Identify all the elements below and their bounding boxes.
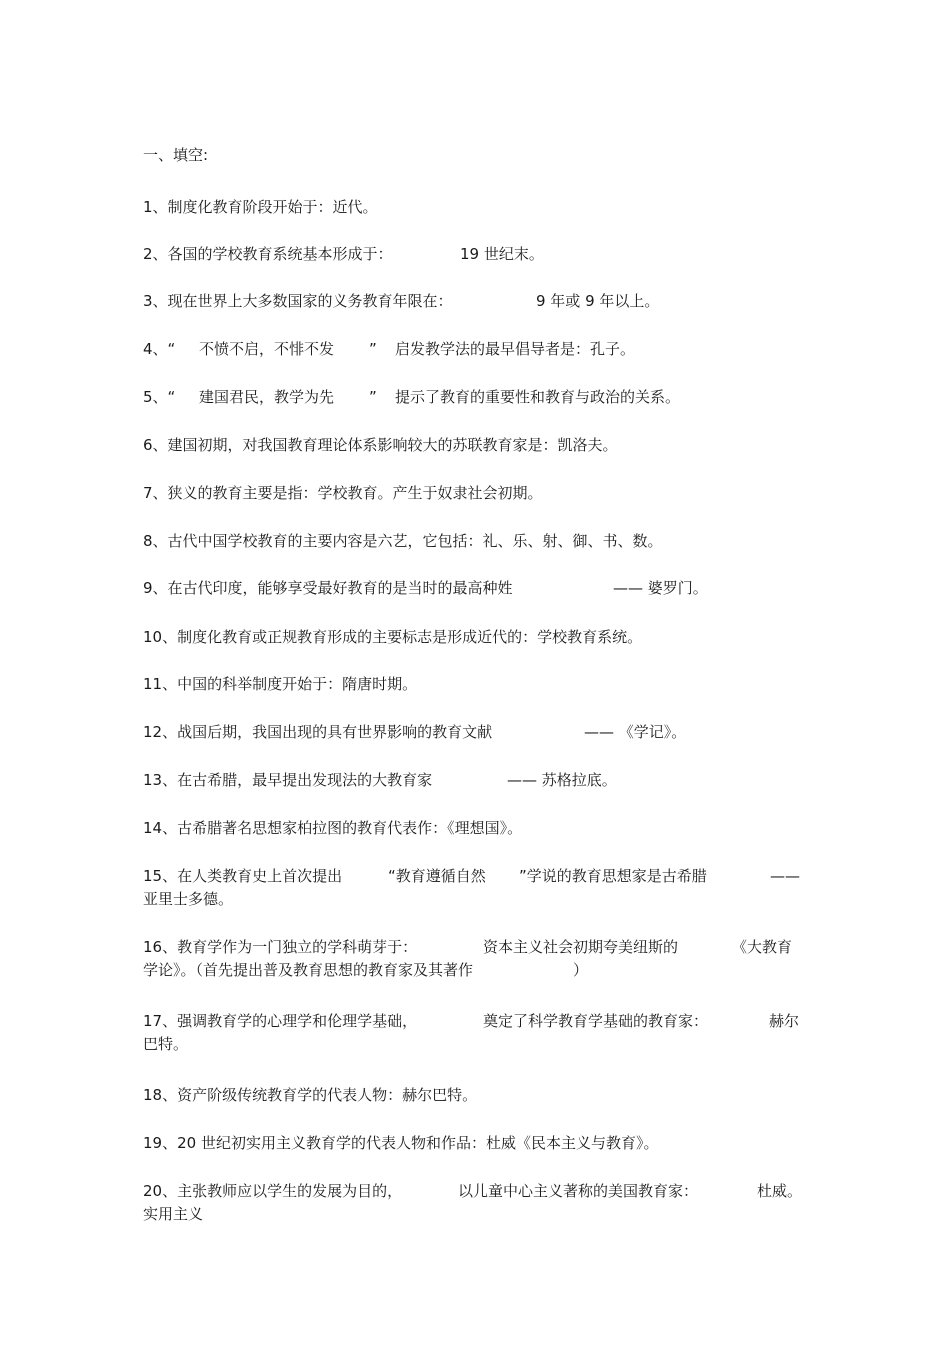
item-19-text: 19、20 世纪初实用主义教育学的代表人物和作品：杜威《民本主义与教育》。 xyxy=(143,1134,659,1152)
item-16-answer: 资本主义社会初期夸美纽斯的 xyxy=(483,938,679,956)
item-19 xyxy=(143,1133,658,1153)
item-15-row2 xyxy=(143,889,843,909)
item-17-row1 xyxy=(143,1011,843,1031)
item-7 xyxy=(143,483,543,503)
item-15-dash: —— xyxy=(770,867,800,885)
item-11 xyxy=(143,674,417,694)
item-5-close-quote: ” xyxy=(369,388,377,406)
item-3-row xyxy=(143,291,843,311)
item-7-text: 7、狭义的教育主要是指：学校教育。产生于奴隶社会初期。 xyxy=(143,484,543,502)
item-13 xyxy=(143,770,843,790)
item-12-answer: —— 《学记》。 xyxy=(584,723,687,741)
item-20 xyxy=(143,1181,843,1224)
item-3-answer: 9 年或 9 年以上。 xyxy=(536,292,660,310)
item-17-question: 17、强调教育学的心理学和伦理学基础， xyxy=(143,1012,418,1030)
item-20-answer: 杜威。 xyxy=(757,1182,803,1200)
item-16-book-cont: 学论》。（首先提出普及教育思想的教育家及其著作 xyxy=(143,961,474,979)
item-13-answer: —— 苏格拉底。 xyxy=(507,771,617,789)
item-8-text: 8、古代中国学校教育的主要内容是六艺，它包括：礼、乐、射、御、书、数。 xyxy=(143,532,663,550)
item-17-answer: 赫尔 xyxy=(769,1012,800,1030)
item-9-answer: —— 婆罗门。 xyxy=(613,579,708,597)
item-13-question: 13、在古希腊，最早提出发现法的大教育家 xyxy=(143,771,433,789)
item-10 xyxy=(143,627,642,647)
item-15-row1 xyxy=(143,866,843,886)
item-12-row xyxy=(143,722,843,742)
item-4-close-quote: ” xyxy=(369,340,377,358)
item-6 xyxy=(143,435,618,455)
item-17-question-cont: 奠定了科学教育学基础的教育家： xyxy=(483,1012,709,1030)
item-15-answer: 亚里士多德。 xyxy=(143,890,234,908)
item-12-question: 12、战国后期，我国出现的具有世界影响的教育文献 xyxy=(143,723,493,741)
item-16-row1 xyxy=(143,937,843,957)
item-17-answer-cont: 巴特。 xyxy=(143,1035,189,1053)
item-4-number: 4、“ xyxy=(143,340,176,358)
item-14-text: 14、古希腊著名思想家柏拉图的教育代表作：《理想国》。 xyxy=(143,819,523,837)
item-15-quote: “教育遵循自然 xyxy=(388,867,486,885)
item-20-question-cont: 以儿童中心主义著称的美国教育家： xyxy=(458,1182,699,1200)
item-4-row xyxy=(143,339,843,359)
item-20-question: 20、主张教师应以学生的发展为目的， xyxy=(143,1182,403,1200)
item-12 xyxy=(143,722,843,742)
item-3-question: 3、现在世界上大多数国家的义务教育年限在： xyxy=(143,292,453,310)
item-17-row2 xyxy=(143,1034,843,1054)
item-16-row2 xyxy=(143,960,843,980)
item-5-quote: 建国君民，教学为先 xyxy=(199,388,335,406)
item-10-text: 10、制度化教育或正规教育形成的主要标志是形成近代的：学校教育系统。 xyxy=(143,628,643,646)
heading-text: 一、填空: xyxy=(143,146,209,164)
item-2-answer: 19 世纪末。 xyxy=(460,245,544,263)
item-18-text: 18、资产阶级传统教育学的代表人物：赫尔巴特。 xyxy=(143,1086,478,1104)
item-16-book: 《大教育 xyxy=(732,938,793,956)
item-9 xyxy=(143,578,843,598)
item-5-answer: 提示了教育的重要性和教育与政治的关系。 xyxy=(395,388,681,406)
item-17 xyxy=(143,1011,843,1054)
item-8 xyxy=(143,531,663,551)
item-20-row1 xyxy=(143,1181,843,1201)
item-3 xyxy=(143,291,843,311)
item-16-question: 16、教育学作为一门独立的学科萌芽于： xyxy=(143,938,418,956)
item-2-question: 2、各国的学校教育系统基本形成于： xyxy=(143,245,393,263)
item-5-number: 5、“ xyxy=(143,388,176,406)
item-2-row xyxy=(143,244,843,264)
item-16 xyxy=(143,937,843,980)
item-9-question: 9、在古代印度，能够享受最好教育的是当时的最高种姓 xyxy=(143,579,513,597)
item-5-row xyxy=(143,387,843,407)
item-15-question: 15、在人类教育史上首次提出 xyxy=(143,867,343,885)
item-15-question-cont: ”学说的教育思想家是古希腊 xyxy=(519,867,707,885)
item-5 xyxy=(143,387,843,407)
item-16-close-paren: ） xyxy=(573,961,589,979)
item-2 xyxy=(143,244,843,264)
item-1-text: 1、制度化教育阶段开始于：近代。 xyxy=(143,198,378,216)
item-4-quote: 不愤不启，不悱不发 xyxy=(199,340,335,358)
item-14 xyxy=(143,818,522,838)
section-heading xyxy=(143,145,208,165)
item-11-text: 11、中国的科举制度开始于：隋唐时期。 xyxy=(143,675,418,693)
item-13-row xyxy=(143,770,843,790)
item-15 xyxy=(143,866,843,909)
item-1 xyxy=(143,197,378,217)
item-20-row2 xyxy=(143,1204,843,1224)
item-18 xyxy=(143,1085,477,1105)
item-6-text: 6、建国初期，对我国教育理论体系影响较大的苏联教育家是：凯洛夫。 xyxy=(143,436,618,454)
item-4 xyxy=(143,339,843,359)
item-4-answer: 启发教学法的最早倡导者是：孔子。 xyxy=(395,340,636,358)
item-9-row xyxy=(143,578,843,598)
item-20-answer-cont: 实用主义 xyxy=(143,1205,204,1223)
